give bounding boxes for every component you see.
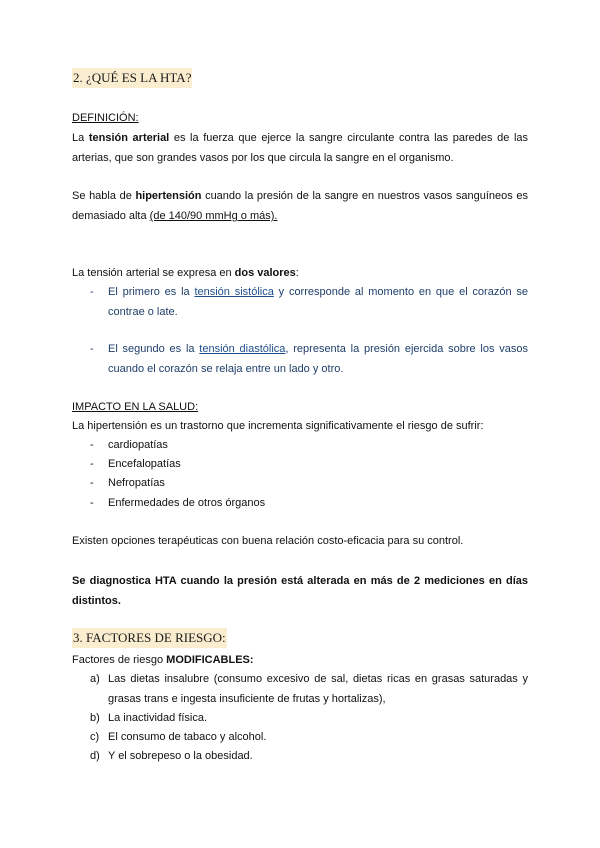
def-p2-mid: cuando la presión de la sangre en nuestros vasos sanguíneos es demasiado alta xyxy=(72,190,528,222)
impacto-title xyxy=(72,397,528,417)
factor-item-d-text: Y el sobrepeso o la obesidad. xyxy=(108,750,253,762)
valores-item-2-marker: - xyxy=(90,343,94,355)
valores-post: : xyxy=(295,267,299,279)
factor-item-a-marker: a) xyxy=(90,673,100,685)
opciones-paragraph: Existen opciones terapéuticas con buena relación costo-eficacia para su control. xyxy=(72,535,464,547)
section-3-heading xyxy=(72,628,528,649)
factor-item-c-marker: c) xyxy=(90,731,100,743)
def-p1-pre: La xyxy=(72,132,89,144)
factor-item-b-text: La inactividad física. xyxy=(108,712,208,724)
tension-diastolica-link[interactable]: tensión diastólica xyxy=(199,343,286,355)
impacto-intro: La hipertensión es un trastorno que incrementa significativamente el riesgo de sufrir: xyxy=(72,420,484,432)
tension-sistolica-link[interactable]: tensión sistólica xyxy=(194,286,274,298)
impacto-item-4-text: Enfermedades de otros órganos xyxy=(108,497,266,509)
def-p1-bold: tensión arterial xyxy=(88,132,170,144)
definicion-title xyxy=(72,108,528,128)
factor-item-c-text: El consumo de tabaco y alcohol. xyxy=(108,731,267,743)
factores-intro-pre: Factores de riesgo xyxy=(72,654,167,666)
impacto-item-3-text: Nefropatías xyxy=(108,477,165,489)
definicion-title-text: DEFINICIÓN: xyxy=(72,112,139,124)
valores-item-2-pre: El segundo es la xyxy=(108,343,200,355)
impacto-item-2-text: Encefalopatías xyxy=(108,458,181,470)
valores-item-1-pre: El primero es la xyxy=(108,286,195,298)
valores-item-1-post: y corresponde al momento en que el corazón se contrae o late. xyxy=(108,286,528,318)
definicion-paragraph-2 xyxy=(72,186,528,226)
factores-intro-bold: MODIFICABLES: xyxy=(166,654,254,666)
impacto-item-1-text: cardiopatías xyxy=(108,439,168,451)
valores-pre: La tensión arterial se expresa en xyxy=(72,267,235,279)
diagnostico-paragraph: Se diagnostica HTA cuando la presión está alterada en más de 2 mediciones en días distintos. xyxy=(72,575,528,607)
factor-item-a-text: Las dietas insalubre (consumo excesivo de sal, dietas ricas en grasas saturadas y grasas trans e ingesta insuficiente de frutas y hortalizas), xyxy=(108,673,528,705)
factor-item-d-marker: d) xyxy=(90,750,100,762)
valores-item-1-marker: - xyxy=(90,286,94,298)
impacto-item-1-marker: - xyxy=(90,439,94,451)
factores-intro xyxy=(72,650,528,670)
impacto-item-2-marker: - xyxy=(90,458,94,470)
def-p1-post: es la fuerza que ejerce la sangre circulante contra las paredes de las arterias, que son grandes vasos por los que circula la sangre en el organismo. xyxy=(72,132,529,164)
section-2-heading-text: 2. ¿QUÉ ES LA HTA? xyxy=(72,68,192,88)
impacto-item-3-marker: - xyxy=(90,477,94,489)
valores-bold: dos valores xyxy=(234,267,296,279)
impacto-item-4-marker: - xyxy=(90,497,94,509)
def-p2-pre: Se habla de xyxy=(72,190,136,202)
impacto-title-text: IMPACTO EN LA SALUD: xyxy=(72,401,199,413)
valores-item-2-post: , representa la presión ejercida sobre los vasos cuando el corazón se relaja entre un lado y otro. xyxy=(108,343,529,375)
factor-item-b-marker: b) xyxy=(90,712,100,724)
definicion-paragraph-1 xyxy=(72,128,528,168)
section-2-heading xyxy=(72,68,528,89)
valores-intro xyxy=(72,263,528,283)
def-p2-bold: hipertensión xyxy=(135,190,202,202)
def-p2-underline: (de 140/90 mmHg o más). xyxy=(149,210,278,222)
section-3-heading-text: 3. FACTORES DE RIESGO: xyxy=(72,628,227,648)
